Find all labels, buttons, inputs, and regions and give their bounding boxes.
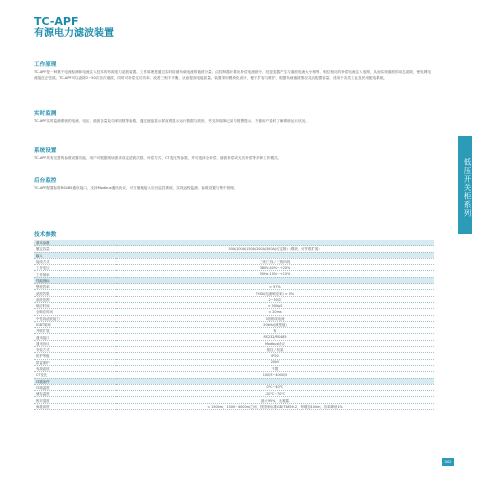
- section-body: TC-APF配置标准RS485通讯接口，支持Modbus通讯协议，可方便地接入后台监控系统，实现远程监测、参数设置与集中管理。: [34, 186, 238, 190]
- spec-value: < 1500m，1500~4000m之间，按国家标准GB/T3859.2，每增加100m，功率降低1%: [116, 403, 434, 409]
- table-row: [34, 403, 434, 409]
- spec-label: 环境温度: [34, 384, 116, 390]
- spec-value: -20℃~70℃: [116, 391, 434, 397]
- spec-value: > 97%: [116, 284, 434, 290]
- section-system-settings: [34, 146, 434, 162]
- section-backend-monitoring: [34, 176, 434, 192]
- spec-label: 中性线滤波能力: [34, 315, 116, 321]
- spec-label: 通讯协议: [34, 340, 116, 346]
- spec-value: < 20ms: [116, 309, 434, 315]
- spec-label: 接线方式: [34, 258, 116, 264]
- spec-label: 有源滤波: [34, 365, 116, 371]
- spec-label: 通讯接口: [34, 334, 116, 340]
- spec-label: 相对湿度: [34, 397, 116, 403]
- spec-value: 50A/100A/150A/200A/300A(可定制)（模块，可并联扩展）: [116, 246, 434, 252]
- spec-value: 100/5~4000/5: [116, 372, 434, 378]
- spec-label: 储存温度: [34, 391, 116, 397]
- spec-label: 输入: [34, 252, 116, 258]
- spec-label: IGBT频率: [34, 321, 116, 327]
- spec-label: 额定容量: [34, 246, 116, 252]
- spec-label: CT变比: [34, 372, 116, 378]
- spec-label: 基本参数: [34, 240, 116, 246]
- spec-value: 20kV: [116, 359, 434, 365]
- spec-value: 0℃~40℃: [116, 384, 434, 390]
- page-number: 002: [442, 458, 454, 466]
- product-code: TC-APF: [34, 15, 79, 28]
- section-heading: 系统设置: [34, 148, 57, 154]
- spec-label: 性能指标: [34, 277, 116, 283]
- spec-label: 整机效率: [34, 284, 116, 290]
- spec-label: 工作电压: [34, 265, 116, 271]
- spec-label: 全响应时间: [34, 309, 116, 315]
- spec-value: RS232/RS485: [116, 334, 434, 340]
- spec-value: 380V-40%~+20%: [116, 265, 434, 271]
- spec-value: Modbus协议: [116, 340, 434, 346]
- section-body: TC-APF实时监测系统的电流、电压、谐波含量及功率因数等参数，通过液晶显示屏直观显示运行数据与波形，并支持故障记录与报警提示，方便用户及时了解系统运行状况。: [34, 119, 309, 123]
- series-side-tab: 低压开关柜系列: [458, 136, 472, 234]
- section-heading: 工作原理: [34, 62, 57, 68]
- spec-value: 壁挂 / 机架: [116, 347, 434, 353]
- page-title: 有源电力滤波装置: [34, 28, 114, 39]
- spec-value: 不限: [116, 365, 434, 371]
- spec-label: 环境条件: [34, 378, 116, 384]
- spec-value: 最大95%，无凝露: [116, 397, 434, 403]
- spec-value: 50Hz-10%~+10%: [116, 271, 434, 277]
- spec-value: < 300μS: [116, 302, 434, 308]
- spec-label: 海拔高度: [34, 403, 116, 409]
- spec-value: 3倍相线电流: [116, 315, 434, 321]
- section-working-principle: [34, 60, 434, 82]
- spec-value: 有: [116, 328, 434, 334]
- spec-label: 工作频率: [34, 271, 116, 277]
- spec-value: 2~50次: [116, 296, 434, 302]
- spec-value: 三相三线 / 三相四线: [116, 258, 434, 264]
- section-body: TC-APF是一种基于电流检测和电流注入技术的有源电力滤波装置。工作原理是通过实时检测负载电流的谐波分量，由控制器计算出补偿电流指令，经逆变器产生与谐波电流大小相等、相位相反的补偿电流注入电网，从而实现谐波的动态滤除，使电网电流接近正弦波。TC-APF可以滤除2~50次各次谐波，同时可补偿无功功率，改善三相不平衡，从而提高电能质量。装置采用模块化设计，便于扩容与维护，根据负载谐波情况灵活配置容量，适用于各类工业及民用配电系统。: [34, 70, 431, 80]
- section-heading: 实时监测: [34, 111, 57, 117]
- spec-value: 20kHz(典型值): [116, 321, 434, 327]
- spec-label: 安装方式: [34, 347, 116, 353]
- spec-label: 滤波效果: [34, 290, 116, 296]
- section-realtime-monitoring: [34, 109, 434, 125]
- section-heading: 后台监控: [34, 178, 57, 184]
- spec-value: IP20: [116, 353, 434, 359]
- params-heading: 技术参数: [34, 232, 57, 238]
- spec-label: 滤波范围: [34, 296, 116, 302]
- spec-label: 并联扩展: [34, 328, 116, 334]
- spec-label: 防雷保护: [34, 359, 116, 365]
- spec-table: [34, 240, 434, 410]
- spec-label: 响应时间: [34, 302, 116, 308]
- spec-label: 防护等级: [34, 353, 116, 359]
- section-body: TC-APF具有完善的参数设置功能，用户可根据现场需求设定滤波次数、补偿方式、CT变比等参数，并可选择全补偿、谐波补偿或无功补偿等多种工作模式。: [34, 156, 282, 160]
- spec-value: THDi(电流畸变率) < 5%: [116, 290, 434, 296]
